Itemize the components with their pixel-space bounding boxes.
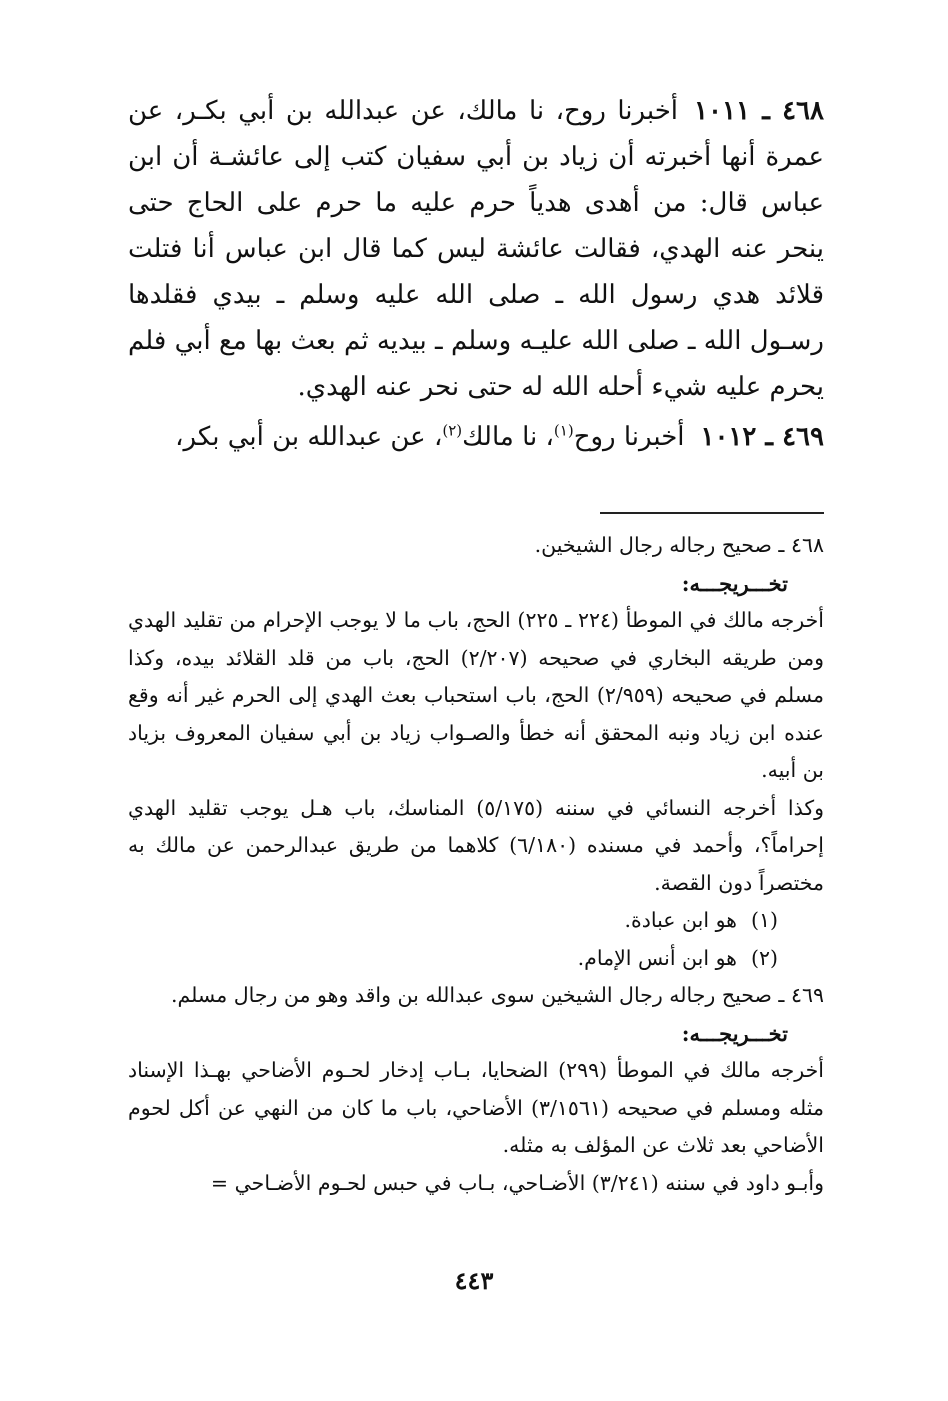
footnote-1-text: هو ابن عبادة.	[624, 908, 737, 932]
hadith-469-text-b: ، نا مالك	[462, 422, 554, 452]
hadith-469-text-a: أخبرنا روح	[573, 422, 685, 452]
hadith-468-text: أخبرنا روح، نا مالك، عن عبدالله بن أبي بكـر، عن عمرة أنها أخبرته أن زياد بن أبي سفيان كتب إلى عائشـة أن ابن عباس قال: من أهدى هدياً حرم عليه ما حرم على الحاج حتى ينحر عنه الهدي، فقالت عائشة ليس كما قال ابن عباس أنا فتلت قلائد هدي رسول الله ـ صلى الله عليه وسلم ـ بيدي فقلدها رسـول الله ـ صلى الله عليـه وسلم ـ بيديه ثم بعث بها مع أبي فلم يحرم عليه شيء أحله الله له حتى نحر عنه الهدي.	[128, 96, 824, 402]
footnote-1-mark: (١)	[750, 908, 778, 932]
note-468-grade: ٤٦٨ ـ صحيح رجاله رجال الشيخين.	[534, 533, 824, 557]
takhrij-heading-469: تخـــريجـــه:	[681, 1020, 788, 1046]
page-number: ٤٤٣	[454, 1266, 494, 1295]
footnotes	[128, 527, 824, 1202]
note-469-takhrij-1: أخرجه مالك في الموطأ (٢٩٩) الضحايا، بـاب إدخار لحـوم الأضاحي بهـذا الإسناد مثله ومسلم في صحيحه (٣/١٥٦١) الأضاحي، باب ما كان من النهي عن أكل لحوم الأضاحي بعد ثلاث عن المؤلف به مثله.	[128, 1058, 824, 1157]
note-469-grade: ٤٦٩ ـ صحيح رجاله رجال الشيخين سوى عبدالله بن واقد وهو من رجال مسلم.	[170, 983, 824, 1007]
footnote-ref-2[interactable]: (٢)	[442, 421, 463, 440]
footnote-separator	[600, 512, 824, 514]
note-469-takhrij-2: وأبـو داود في سننه (٣/٢٤١) الأضـاحي، بـاب في حبس لحـوم الأضـاحي =	[210, 1170, 824, 1195]
note-468-takhrij-2: وكذا أخرجه النسائي في سننه (٥/١٧٥) المناسك، باب هـل يوجب تقليد الهدي إحراماً؟، وأحمد في مسنده (٦/١٨٠) كلاهما من طريق عبدالرحمن عن مالك به مختصراً دون القصة.	[128, 795, 824, 895]
hadith-468-number: ٤٦٨ ـ ١٠١١	[694, 96, 824, 126]
main-text	[128, 88, 824, 460]
hadith-468	[128, 88, 824, 410]
hadith-469	[128, 414, 824, 460]
note-468-takhrij-1: أخرجه مالك في الموطأ (٢٢٤ ـ ٢٢٥) الحج، باب ما لا يوجب الإحرام من تقليد الهدي ومن طريقه البخاري في صحيحه (٢/٢٠٧) الحج، باب من قلد القلائد بيده، وكذا مسلم في صحيحه (٢/٩٥٩) الحج، باب استحباب بعث الهدي إلى الحرم غير أنه وقع عنده ابن زياد ونبه المحقق أنه خطأ والصـواب زياد بن أبي سفيان المعروف بزياد بن أبيه.	[128, 608, 824, 782]
footnote-2-mark: (٢)	[750, 945, 778, 970]
takhrij-heading-468: تخـــريجـــه:	[681, 570, 788, 596]
hadith-469-text-c: ، عن عبدالله بن أبي بكر،	[175, 422, 443, 452]
hadith-469-number: ٤٦٩ ـ ١٠١٢	[700, 422, 824, 452]
footnote-ref-1[interactable]: (١)	[553, 421, 574, 440]
footnote-2-text: هو ابن أنس الإمام.	[577, 945, 737, 970]
footnote-1	[128, 902, 824, 940]
footnote-2	[128, 940, 824, 978]
